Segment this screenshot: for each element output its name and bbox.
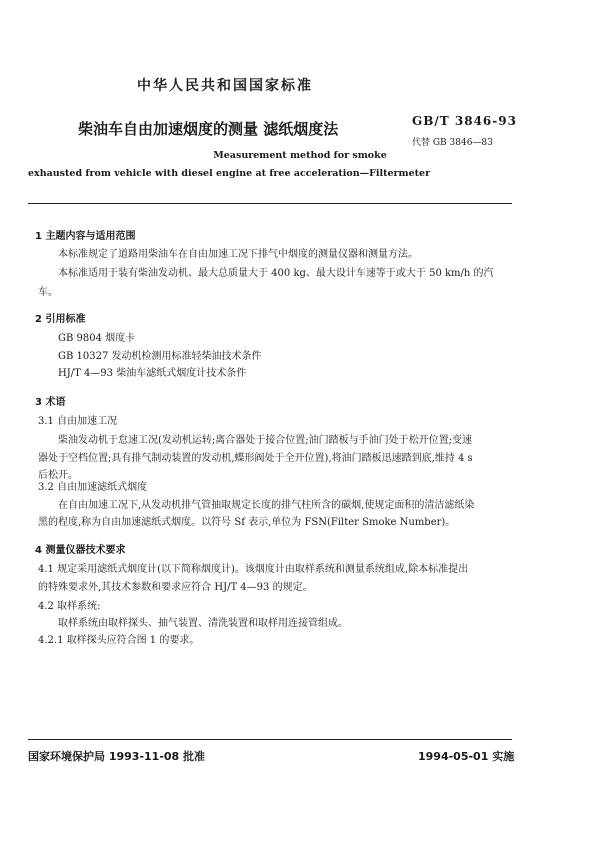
section-1-para-2b: 车。 (38, 287, 58, 298)
section-1-heading: 1 主题内容与适用范围 (35, 231, 136, 242)
reference-item: HJ/T 4—93 柴油车滤纸式烟度计技术条件 (58, 368, 247, 379)
section-4-1-line: 4.1 规定采用滤纸式烟度计(以下简称烟度计)。该烟度计由取样系统和测量系统组成,除本标准提出 (38, 564, 469, 575)
section-4-1-line: 的特殊要求外,其技术参数和要求应符合 HJ/T 4—93 的规定。 (38, 582, 313, 593)
section-3-1-line: 柴油发动机于怠速工况(发动机运转;离合器处于接合位置;油门踏板与手油门处于松开位置;变速 (58, 435, 473, 446)
section-1-para-1: 本标准规定了道路用柴油车在自由加速工况下排气中烟度的测量仪器和测量方法。 (58, 249, 418, 260)
reference-item: GB 10327 发动机检测用标准轻柴油技术条件 (58, 351, 262, 362)
section-4-2-1-line: 4.2.1 取样探头应符合图 1 的要求。 (38, 635, 200, 646)
section-3-1-line: 器处于空档位置;具有排气制动装置的发动机,蝶形阀处于全开位置),将油门踏板迅速踏到底,维持 4 s (38, 453, 473, 464)
replaces-note: 代替 GB 3846—83 (412, 138, 493, 148)
section-1-para-2a: 本标准适用于装有柴油发动机、最大总质量大于 400 kg、最大设计车速等于或大于 50 km/h 的汽 (58, 268, 494, 279)
section-3-2-line: 在自由加速工况下,从发动机排气管抽取规定长度的排气柱所含的碳烟,使规定面积的清洁滤纸染 (58, 500, 475, 511)
standard-title: 中华人民共和国国家标准 (137, 78, 313, 94)
english-title-line1: Measurement method for smoke (213, 150, 387, 161)
section-3-2-line: 黑的程度,称为自由加速滤纸式烟度。以符号 Sf 表示,单位为 FSN(Filter Smoke Number)。 (38, 517, 456, 528)
section-4-heading: 4 测量仪器技术要求 (35, 545, 126, 556)
english-title-line2: exhausted from vehicle with diesel engine at free acceleration—Filtermeter (28, 168, 431, 179)
section-4-2-heading: 4.2 取样系统: (38, 601, 101, 612)
header-divider (28, 203, 512, 204)
section-3-1-line: 后松开。 (38, 470, 78, 481)
section-3-heading: 3 术语 (35, 397, 66, 408)
section-2-heading: 2 引用标准 (35, 314, 86, 325)
reference-item: GB 9804 烟度卡 (58, 333, 136, 344)
footer-divider (28, 739, 512, 740)
document-title: 柴油车自由加速烟度的测量 滤纸烟度法 (78, 120, 339, 138)
standard-code: GB/T 3846-93 (412, 114, 517, 128)
section-4-2-body: 取样系统由取样探头、抽气装置、清洗装置和取样用连接管组成。 (58, 618, 348, 629)
section-3-1-heading: 3.1 自由加速工况 (38, 416, 118, 427)
approval-line: 国家环境保护局 1993-11-08 批准 (28, 750, 206, 763)
effective-date: 1994-05-01 实施 (418, 750, 515, 763)
section-3-2-heading: 3.2 自由加速滤纸式烟度 (38, 482, 148, 493)
